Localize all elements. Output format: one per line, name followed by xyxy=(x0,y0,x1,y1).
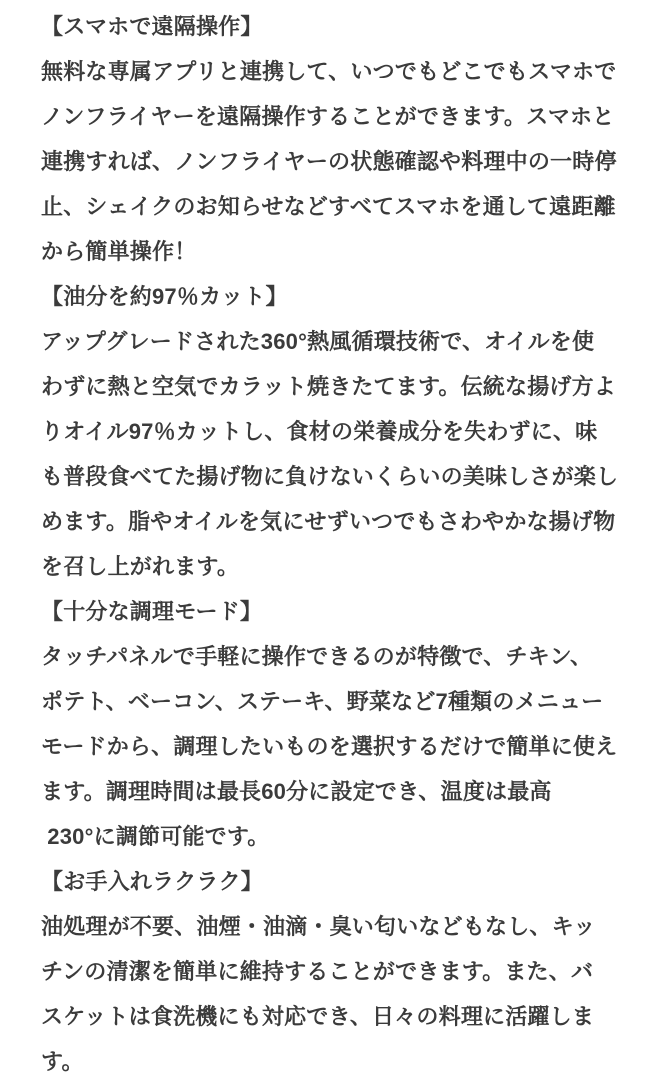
text-line: アップグレードされた360°熱風循環技術で、オイルを使 xyxy=(41,329,595,354)
text-line: を召し上がれます。 xyxy=(41,554,240,579)
text-line: りオイル97％カットし、食材の栄養成分を失わずに、味 xyxy=(41,419,598,444)
text-line: 止、シェイクのお知らせなどすべてスマホを通して遠距離 xyxy=(41,194,616,219)
text-line: 連携すれば、ノンフライヤーの状態確認や料理中の一時停 xyxy=(41,149,617,174)
section-oil-cut xyxy=(41,274,620,589)
section-cooking-modes xyxy=(41,589,620,859)
text-line: ノンフライヤーを遠隔操作することができます。スマホと xyxy=(41,104,615,129)
text-line: めます。脂やオイルを気にせずいつでもさわやかな揚げ物 xyxy=(41,509,616,534)
text-line: 230°に調節可能です。 xyxy=(41,824,270,849)
text-line: タッチパネルで手軽に操作できるのが特徴で、チキン、 xyxy=(41,644,593,669)
section-easy-maintenance xyxy=(41,859,620,1084)
text-line: ポテト、ベーコン、ステーキ、野菜など7種類のメニュー xyxy=(41,689,604,714)
text-line: チンの清潔を簡単に維持することができます。また、バ xyxy=(41,959,594,984)
text-line: モードから、調理したいものを選択するだけで簡単に使え xyxy=(41,734,618,759)
section-heading: 【十分な調理モード】 xyxy=(41,599,263,624)
text-line: ます。調理時間は最長60分に設定でき、温度は最高 xyxy=(41,779,552,804)
text-line: スケットは食洗機にも対応でき、日々の料理に活躍しま xyxy=(41,1004,595,1029)
text-line: わずに熱と空気でカラット焼きたてます。伝統な揚げ方よ xyxy=(41,374,617,399)
text-line: から簡単操作！ xyxy=(41,239,197,264)
section-heading: 【お手入れラクラク】 xyxy=(41,869,264,894)
text-line: 無料な専属アプリと連携して、いつでもどこでもスマホで xyxy=(41,59,617,84)
section-heading: 【スマホで遠隔操作】 xyxy=(41,14,263,39)
text-line: 油処理が不要、油煙・油滴・臭い匂いなどもなし、キッ xyxy=(41,914,596,939)
section-smartphone-remote-control xyxy=(41,4,620,274)
text-line: も普段食べてた揚げ物に負けないくらいの美味しさが楽し xyxy=(41,464,619,489)
section-heading: 【油分を約97％カット】 xyxy=(41,284,288,309)
text-line: す。 xyxy=(41,1049,84,1074)
